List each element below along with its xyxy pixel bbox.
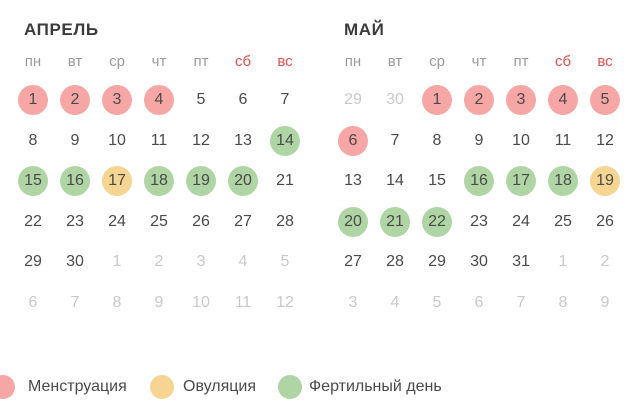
day-cell: [222, 80, 264, 121]
day-number: 15: [428, 172, 446, 190]
day-number: 21: [276, 172, 294, 190]
month-title-may: МАЙ: [344, 20, 385, 39]
month-title-april: АПРЕЛЬ: [24, 20, 99, 39]
day-cell: [138, 202, 180, 243]
day-cell: [332, 161, 374, 202]
day-cell: [222, 121, 264, 162]
day-number: 9: [600, 293, 610, 311]
day-cell: [584, 161, 626, 202]
day-cell: [374, 283, 416, 324]
day-cell: [96, 121, 138, 162]
day-number-menstruation: 2: [60, 85, 90, 115]
day-number: 29: [428, 253, 446, 271]
weekday-header-вс: вс: [597, 52, 613, 70]
day-cell: [54, 80, 96, 121]
day-cell: [500, 121, 542, 162]
day-cell: [54, 161, 96, 202]
day-number-fertile: 19: [186, 166, 216, 196]
day-number: 7: [280, 91, 290, 109]
day-cell: [54, 242, 96, 283]
day-number: 30: [386, 91, 404, 109]
day-cell: [222, 242, 264, 283]
day-number: 10: [512, 131, 530, 149]
day-number: 24: [512, 212, 530, 230]
day-cell: [54, 202, 96, 243]
legend-label: Фертильный день: [309, 378, 442, 395]
day-number-fertile: 16: [60, 166, 90, 196]
day-cell: [458, 202, 500, 243]
day-cell: [458, 80, 500, 121]
day-number: 8: [112, 293, 122, 311]
day-number: 2: [600, 253, 610, 271]
day-number: 10: [192, 293, 210, 311]
month-grid-april: [12, 42, 306, 323]
day-number-menstruation: 3: [506, 85, 536, 115]
weekday-header-пн: пн: [344, 52, 362, 70]
day-cell: [584, 80, 626, 121]
day-cell: [264, 202, 306, 243]
day-cell: [138, 121, 180, 162]
day-number-menstruation: 5: [590, 85, 620, 115]
weekday-header-чт: чт: [151, 52, 167, 70]
day-number: 22: [24, 212, 42, 230]
day-number: 26: [596, 212, 614, 230]
day-number-fertile: 15: [18, 166, 48, 196]
day-number: 25: [150, 212, 168, 230]
day-cell: [542, 283, 584, 324]
day-cell: [138, 283, 180, 324]
day-cell: [180, 202, 222, 243]
day-number: 6: [474, 293, 484, 311]
legend-label: Менструация: [28, 378, 127, 395]
day-number: 12: [276, 293, 294, 311]
legend-item-fertile: [278, 375, 442, 399]
day-number: 9: [70, 131, 80, 149]
day-cell: [96, 202, 138, 243]
day-cell: [542, 121, 584, 162]
day-number-menstruation: 3: [102, 85, 132, 115]
day-cell: [542, 242, 584, 283]
weekday-header-пн: пн: [24, 52, 42, 70]
day-cell: [416, 283, 458, 324]
day-cell: [416, 242, 458, 283]
day-number-menstruation: 1: [18, 85, 48, 115]
day-cell: [180, 242, 222, 283]
day-cell: [416, 161, 458, 202]
day-cell: [96, 80, 138, 121]
day-number: 7: [70, 293, 80, 311]
legend-label: Овуляция: [183, 378, 257, 395]
day-cell: [222, 202, 264, 243]
day-number: 14: [386, 172, 404, 190]
weekday-header-пт: пт: [513, 52, 529, 70]
day-number-fertile: 14: [270, 126, 300, 156]
day-cell: [264, 283, 306, 324]
day-number-fertile: 20: [228, 166, 258, 196]
day-cell: [416, 202, 458, 243]
day-cell: [500, 80, 542, 121]
day-number: 1: [558, 253, 568, 271]
day-cell: [542, 161, 584, 202]
weekday-header-ср: ср: [109, 52, 125, 70]
legend-item-menstruation: [0, 375, 127, 399]
day-cell: [96, 242, 138, 283]
day-cell: [500, 283, 542, 324]
weekday-header-сб: сб: [234, 52, 252, 70]
weekday-header-чт: чт: [471, 52, 487, 70]
day-cell: [374, 242, 416, 283]
day-cell: [138, 80, 180, 121]
day-cell: [584, 242, 626, 283]
day-cell: [180, 283, 222, 324]
day-number-fertile: 18: [548, 166, 578, 196]
day-number: 6: [238, 91, 248, 109]
day-number: 8: [432, 131, 442, 149]
day-number: 29: [24, 253, 42, 271]
fertile-dot-icon: [278, 375, 302, 399]
day-number: 23: [66, 212, 84, 230]
day-number: 12: [596, 131, 614, 149]
day-number: 1: [112, 253, 122, 271]
day-cell: [374, 121, 416, 162]
day-number: 4: [238, 253, 248, 271]
day-number: 11: [554, 131, 572, 149]
day-cell: [264, 242, 306, 283]
day-number-menstruation: 1: [422, 85, 452, 115]
day-number: 9: [474, 131, 484, 149]
day-cell: [264, 121, 306, 162]
day-cell: [500, 202, 542, 243]
day-number: 3: [348, 293, 358, 311]
day-number-menstruation: 4: [548, 85, 578, 115]
day-number: 30: [470, 253, 488, 271]
legend-item-ovulation: [150, 375, 256, 399]
day-number: 28: [386, 253, 404, 271]
weekday-header-ср: ср: [429, 52, 445, 70]
day-cell: [180, 80, 222, 121]
day-cell: [12, 121, 54, 162]
day-number: 6: [28, 293, 38, 311]
day-number: 5: [432, 293, 442, 311]
day-cell: [584, 283, 626, 324]
day-cell: [180, 161, 222, 202]
day-cell: [458, 283, 500, 324]
day-number-menstruation: 2: [464, 85, 494, 115]
month-grid-may: [332, 42, 626, 323]
day-cell: [332, 80, 374, 121]
day-number: 27: [234, 212, 252, 230]
weekday-header-вт: вт: [387, 52, 403, 70]
day-cell: [500, 242, 542, 283]
day-cell: [416, 121, 458, 162]
day-cell: [138, 242, 180, 283]
day-cell: [264, 80, 306, 121]
day-number: 23: [470, 212, 488, 230]
weekday-header-вс: вс: [277, 52, 293, 70]
day-number: 27: [344, 253, 362, 271]
day-cell: [584, 121, 626, 162]
day-number: 13: [234, 131, 252, 149]
day-number: 30: [66, 253, 84, 271]
day-number: 26: [192, 212, 210, 230]
day-cell: [222, 161, 264, 202]
day-cell: [12, 202, 54, 243]
month-may: [332, 0, 626, 330]
day-number: 5: [196, 91, 206, 109]
day-number: 13: [344, 172, 362, 190]
day-cell: [374, 80, 416, 121]
day-cell: [584, 202, 626, 243]
day-cell: [12, 161, 54, 202]
day-cell: [332, 202, 374, 243]
day-number: 29: [344, 91, 362, 109]
day-number: 12: [192, 131, 210, 149]
day-cell: [264, 161, 306, 202]
day-number: 4: [390, 293, 400, 311]
day-number-menstruation: 4: [144, 85, 174, 115]
day-number-fertile: 21: [380, 207, 410, 237]
day-number-fertile: 22: [422, 207, 452, 237]
day-number-fertile: 17: [506, 166, 536, 196]
day-cell: [542, 80, 584, 121]
day-cell: [374, 161, 416, 202]
day-number: 31: [512, 253, 530, 271]
weekday-header-пт: пт: [193, 52, 209, 70]
day-number: 11: [234, 293, 252, 311]
day-cell: [332, 242, 374, 283]
day-cell: [458, 242, 500, 283]
legend: [0, 375, 640, 401]
day-cell: [180, 121, 222, 162]
day-cell: [500, 161, 542, 202]
day-number: 25: [554, 212, 572, 230]
month-april: [12, 0, 306, 330]
day-cell: [332, 283, 374, 324]
day-cell: [458, 121, 500, 162]
day-cell: [96, 161, 138, 202]
day-cell: [12, 283, 54, 324]
day-number: 7: [390, 131, 400, 149]
day-number-menstruation: 6: [338, 126, 368, 156]
weekday-header-сб: сб: [554, 52, 572, 70]
day-cell: [458, 161, 500, 202]
day-number-ovulation: 17: [102, 166, 132, 196]
ovulation-dot-icon: [150, 375, 174, 399]
day-cell: [96, 283, 138, 324]
menstruation-dot-icon: [0, 375, 15, 399]
day-cell: [138, 161, 180, 202]
day-cell: [542, 202, 584, 243]
day-number: 2: [154, 253, 164, 271]
day-number-ovulation: 19: [590, 166, 620, 196]
day-number: 8: [28, 131, 38, 149]
day-cell: [222, 283, 264, 324]
day-cell: [54, 283, 96, 324]
day-number: 7: [516, 293, 526, 311]
day-cell: [12, 242, 54, 283]
day-cell: [416, 80, 458, 121]
day-number: 10: [108, 131, 126, 149]
day-number-fertile: 18: [144, 166, 174, 196]
day-number: 9: [154, 293, 164, 311]
day-number: 24: [108, 212, 126, 230]
day-cell: [332, 121, 374, 162]
day-cell: [374, 202, 416, 243]
day-cell: [12, 80, 54, 121]
day-number-fertile: 20: [338, 207, 368, 237]
day-cell: [54, 121, 96, 162]
day-number: 11: [150, 131, 168, 149]
day-number: 5: [280, 253, 290, 271]
day-number-fertile: 16: [464, 166, 494, 196]
day-number: 28: [276, 212, 294, 230]
day-number: 3: [196, 253, 206, 271]
day-number: 8: [558, 293, 568, 311]
weekday-header-вт: вт: [67, 52, 83, 70]
